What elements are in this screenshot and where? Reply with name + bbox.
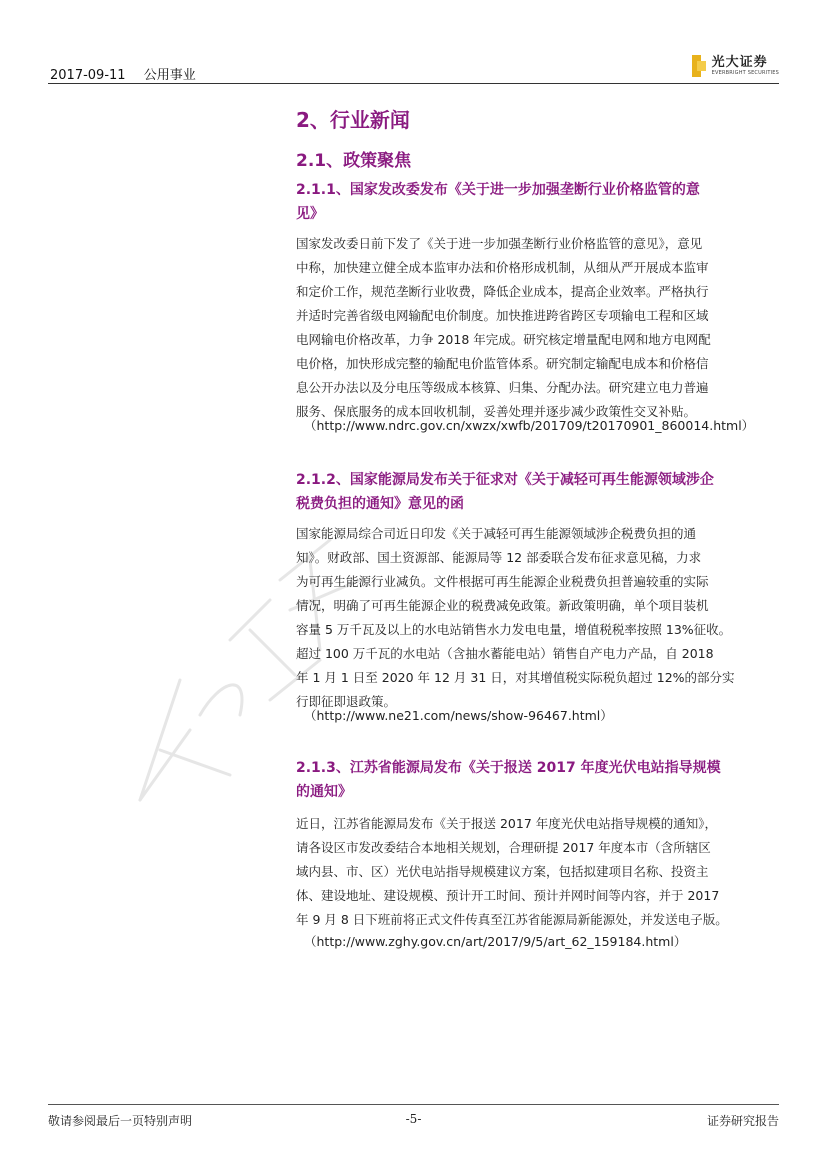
news-source-link-2[interactable]: （http://www.ne21.com/news/show-96467.html）	[304, 708, 613, 723]
news-body-3: 近日，江苏省能源局发布《关于报送 2017 年度光伏电站指导规模的通知》， 请各设区市发改委结合本地相关规划，合理研提 2017 年度本市（含所辖区 域内县、市、区）光伏电站指导规模建议方案，包括拟建项目名称、投资主 体、建设地址、建设规模、预计开工时间、预计并网时间等内容，并于 2017 年 9 月 8 日下班前将正式文件传真至江苏省能源局新能源处，并发送电子版。	[296, 816, 728, 927]
page-header	[48, 52, 779, 84]
news-heading-1: 2.1.1、国家发改委发布《关于进一步加强垄断行业价格监管的意 见》	[296, 182, 700, 222]
footer-divider	[48, 1104, 779, 1105]
news-body-1: 国家发改委日前下发了《关于进一步加强垄断行业价格监管的意见》，意见 中称，加快建立健全成本监审办法和价格形成机制，从细从严开展成本监审 和定价工作，规范垄断行业收费，降低企业成本，提高企业效率。严格执行 并适时完善省级电网输配电价制度。加快推进跨省跨区专项输电工程和区域 电网输电价格改革，力争 2018 年完成。研究核定增量配电网和地方电网配 电价格，加快形成完整的输配电价监管体系。研究制定输配电成本和价格信 息公开办法以及分电压等级成本核算、归集、分配办法。研究建立电力普遍 服务、保底服务的成本回收机制，妥善处理并逐步减少政策性交叉补贴。	[296, 236, 711, 419]
header-divider	[48, 83, 779, 84]
news-heading-2: 2.1.2、国家能源局发布关于征求对《关于减轻可再生能源领域涉企 税费负担的通知》意见的函	[296, 472, 714, 512]
news-body-2: 国家能源局综合司近日印发《关于减轻可再生能源领域涉企税费负担的通 知》。财政部、国土资源部、能源局等 12 部委联合发布征求意见稿，力求 为可再生能源行业减负。文件根据可再生能源企业税费负担普遍较重的实际 情况，明确了可再生能源企业的税费减免政策。新政策明确，单个项目装机 容量 5 万千瓦及以上的水电站销售水力发电电量，增值税税率按照 13%征收。 超过 100 万千瓦的水电站（含抽水蓄能电站）销售自产电力产品，自 2018 年 1 月 1 日至 2020 年 12 月 31 日，对其增值税实际税负超过 12%的部分实 行即征即退政策。	[296, 526, 735, 709]
page-footer	[48, 1112, 779, 1132]
news-source-link-3[interactable]: （http://www.zghy.gov.cn/art/2017/9/5/art_62_159184.html）	[304, 934, 687, 949]
report-type: 证券研究报告	[706, 1114, 779, 1128]
logo-name-en: EVERBRIGHT SECURITIES	[711, 70, 779, 76]
company-logo	[692, 54, 779, 78]
section-title: 2、行业新闻	[296, 108, 410, 132]
news-heading-3: 2.1.3、江苏省能源局发布《关于报送 2017 年度光伏电站指导规模 的通知》	[296, 760, 721, 800]
header-meta	[50, 64, 210, 83]
logo-mark-icon	[692, 55, 706, 77]
page-number: -5-	[405, 1112, 422, 1126]
news-source-link-1[interactable]: （http://www.ndrc.gov.cn/xwzx/xwfb/201709/t20170901_860014.html）	[304, 418, 755, 433]
sector-label: 公用事业	[143, 68, 196, 83]
subsection-title: 2.1、政策聚焦	[296, 151, 412, 171]
logo-name-cn: 光大证券	[711, 55, 768, 70]
report-date: 2017-09-11	[50, 68, 126, 83]
footer-disclaimer: 敬请参阅最后一页特别声明	[48, 1114, 193, 1128]
